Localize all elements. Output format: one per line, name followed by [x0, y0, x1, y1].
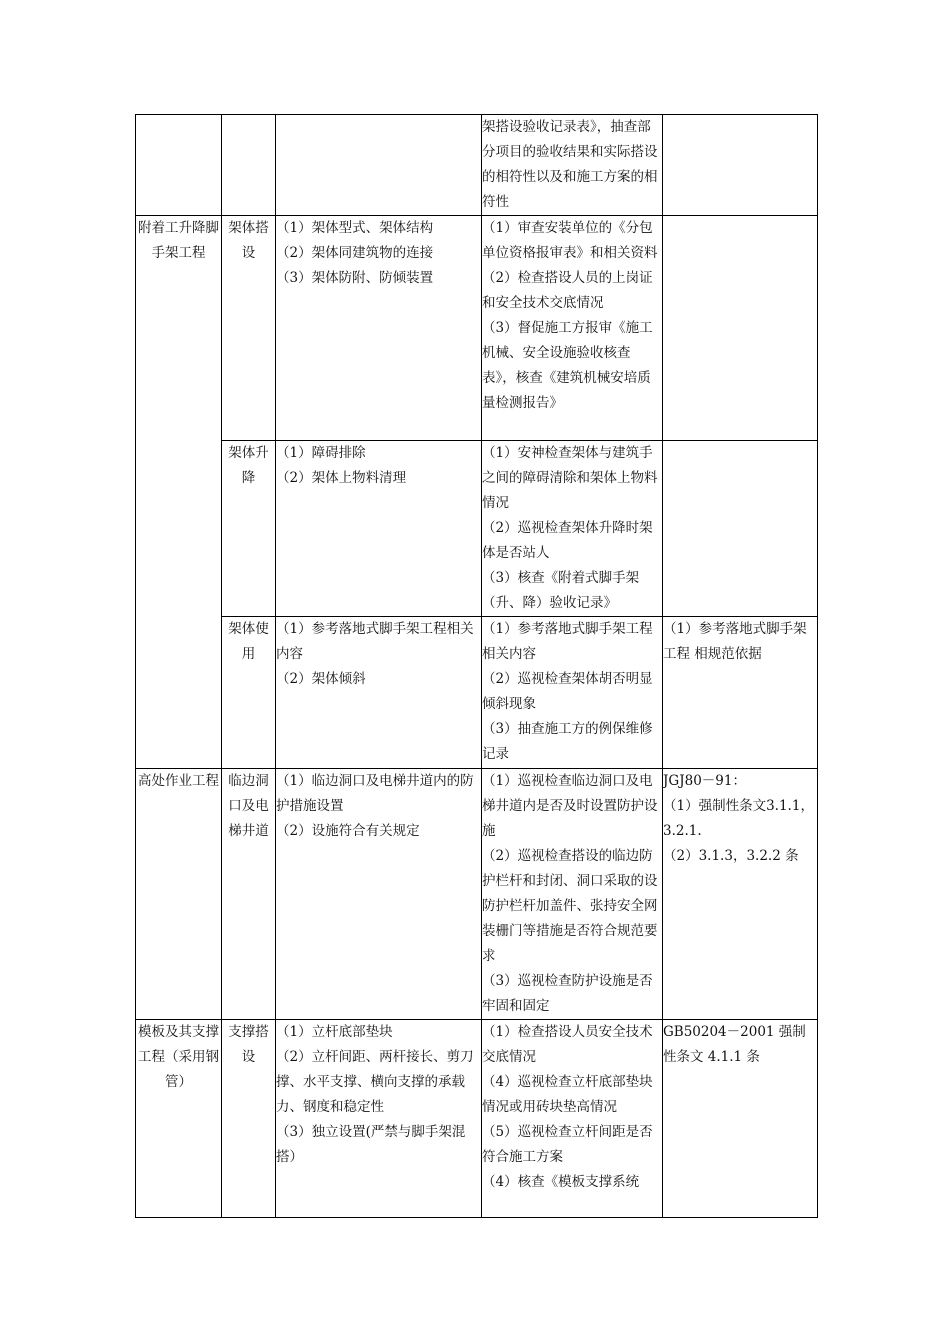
- subitem-label: 架体升降: [228, 445, 269, 486]
- subitem-label: 临边洞口及电梯井道: [228, 773, 269, 839]
- check-item: （3）核查《附着式脚手架（升、降）验收记录》: [482, 570, 640, 611]
- references-cell: [663, 769, 818, 1020]
- references-cell: [663, 1020, 818, 1218]
- reference-item: （1）强制性条文3.1.1，3.2.1.: [663, 798, 814, 839]
- requirements-cell: [276, 1020, 482, 1218]
- requirements-cell: [276, 115, 482, 216]
- category-cell: [136, 769, 222, 1020]
- subitem-cell: [222, 216, 276, 441]
- check-item: （5）巡视检查立杆间距是否符合施工方案: [482, 1124, 653, 1165]
- reference-item: （2）3.1.3，3.2.2 条: [663, 848, 799, 864]
- requirement-item: （3）架体防附、防倾装置: [276, 270, 434, 286]
- category-cell: [136, 115, 222, 216]
- reference-item: GB50204－2001 强制性条文 4.1.1 条: [663, 1024, 806, 1065]
- table-row: [136, 115, 818, 216]
- requirement-item: （3）独立设置(严禁与脚手架混搭）: [276, 1124, 466, 1165]
- check-item: （2）检查搭设人员的上岗证和安全技术交底情况: [482, 270, 653, 311]
- requirement-item: （2）立杆间距、两杆接长、剪刀撑、水平支撑、横向支撑的承载力、钢度和稳定性: [276, 1049, 474, 1115]
- subitem-cell: [222, 441, 276, 617]
- requirement-item: （2）架体上物料清理: [276, 470, 407, 486]
- checks-cell: [482, 769, 663, 1020]
- references-cell: [663, 216, 818, 441]
- check-item: （1）安神检查架体与建筑手之间的障碍清除和架体上物料情况: [482, 445, 658, 511]
- check-item: （2）巡视检查架体胡否明显倾斜现象: [482, 671, 653, 712]
- checks-cell: [482, 1020, 663, 1218]
- requirements-cell: [276, 769, 482, 1020]
- requirement-item: （1）立杆底部垫块: [276, 1024, 393, 1040]
- subitem-cell: [222, 769, 276, 1020]
- supervision-table: [135, 114, 818, 1218]
- check-item: （1）参考落地式脚手架工程相关内容: [482, 621, 653, 662]
- checks-cell: [482, 617, 663, 769]
- check-item: （3）巡视检查防护设施是否牢固和固定: [482, 973, 653, 1014]
- category-cell: [136, 216, 222, 769]
- subitem-label: 支撑搭设: [228, 1024, 269, 1065]
- table-row: [136, 769, 818, 1020]
- requirement-item: （1）障碍排除: [276, 445, 366, 461]
- subitem-cell: [222, 617, 276, 769]
- requirement-item: （2）架体同建筑物的连接: [276, 245, 434, 261]
- category-cell: [136, 1020, 222, 1218]
- reference-item: （1）参考落地式脚手架工程 相规范依据: [663, 621, 807, 662]
- references-cell: [663, 617, 818, 769]
- requirement-item: （1）参考落地式脚手架工程相关内容: [276, 621, 474, 662]
- table-row: [136, 441, 818, 617]
- requirement-item: （2）架体倾斜: [276, 671, 366, 687]
- subitem-cell: [222, 115, 276, 216]
- check-item: （1）巡视检查临边洞口及电梯井道内是否及时设置防护设施: [482, 773, 658, 839]
- check-item: （4）核查《模板支撑系统: [482, 1174, 640, 1190]
- checks-cell: [482, 216, 663, 441]
- requirement-item: （1）架体型式、架体结构: [276, 220, 434, 236]
- reference-item: JGJ80－91：: [663, 773, 746, 789]
- checks-cell: [482, 441, 663, 617]
- check-item: （2）巡视检查架体升降时架体是否站人: [482, 520, 653, 561]
- category-label: 附着工升降脚手架工程: [138, 220, 219, 261]
- check-item: （4）巡视检查立杆底部垫块情况或用砖块垫高情况: [482, 1074, 653, 1115]
- check-item: （3）督促施工方报审《施工机械、安全设施验收核查表》，核查《建筑机械安培质量检测报告》: [482, 320, 653, 411]
- check-item: （2）巡视检查搭设的临边防护栏杆和封闭、洞口采取的设防护栏杆加盖件、张持安全网装栅门等措施是否符合规范要求: [482, 848, 658, 964]
- requirements-cell: [276, 617, 482, 769]
- table-row: [136, 1020, 818, 1218]
- subitem-label: 架体使用: [228, 621, 269, 662]
- table-row: [136, 216, 818, 441]
- check-item: （1）审查安装单位的《分包单位资格报审表》和相关资料: [482, 220, 658, 261]
- check-item: （1）检查搭设人员安全技术交底情况: [482, 1024, 653, 1065]
- category-label: 高处作业工程: [138, 773, 219, 789]
- check-item: 架搭设验收记录表》，抽查部分项目的验收结果和实际搭设的相符性以及和施工方案的相符性: [482, 119, 658, 210]
- category-label: 模板及其支撑工程（采用钢管）: [138, 1024, 219, 1090]
- table-row: [136, 617, 818, 769]
- check-item: （3）抽查施工方的例保维修记录: [482, 721, 653, 762]
- requirement-item: （1）临边洞口及电梯井道内的防护措施设置: [276, 773, 474, 814]
- requirements-cell: [276, 441, 482, 617]
- requirements-cell: [276, 216, 482, 441]
- checks-cell: [482, 115, 663, 216]
- subitem-label: 架体搭设: [228, 220, 269, 261]
- references-cell: [663, 441, 818, 617]
- references-cell: [663, 115, 818, 216]
- requirement-item: （2）设施符合有关规定: [276, 823, 420, 839]
- subitem-cell: [222, 1020, 276, 1218]
